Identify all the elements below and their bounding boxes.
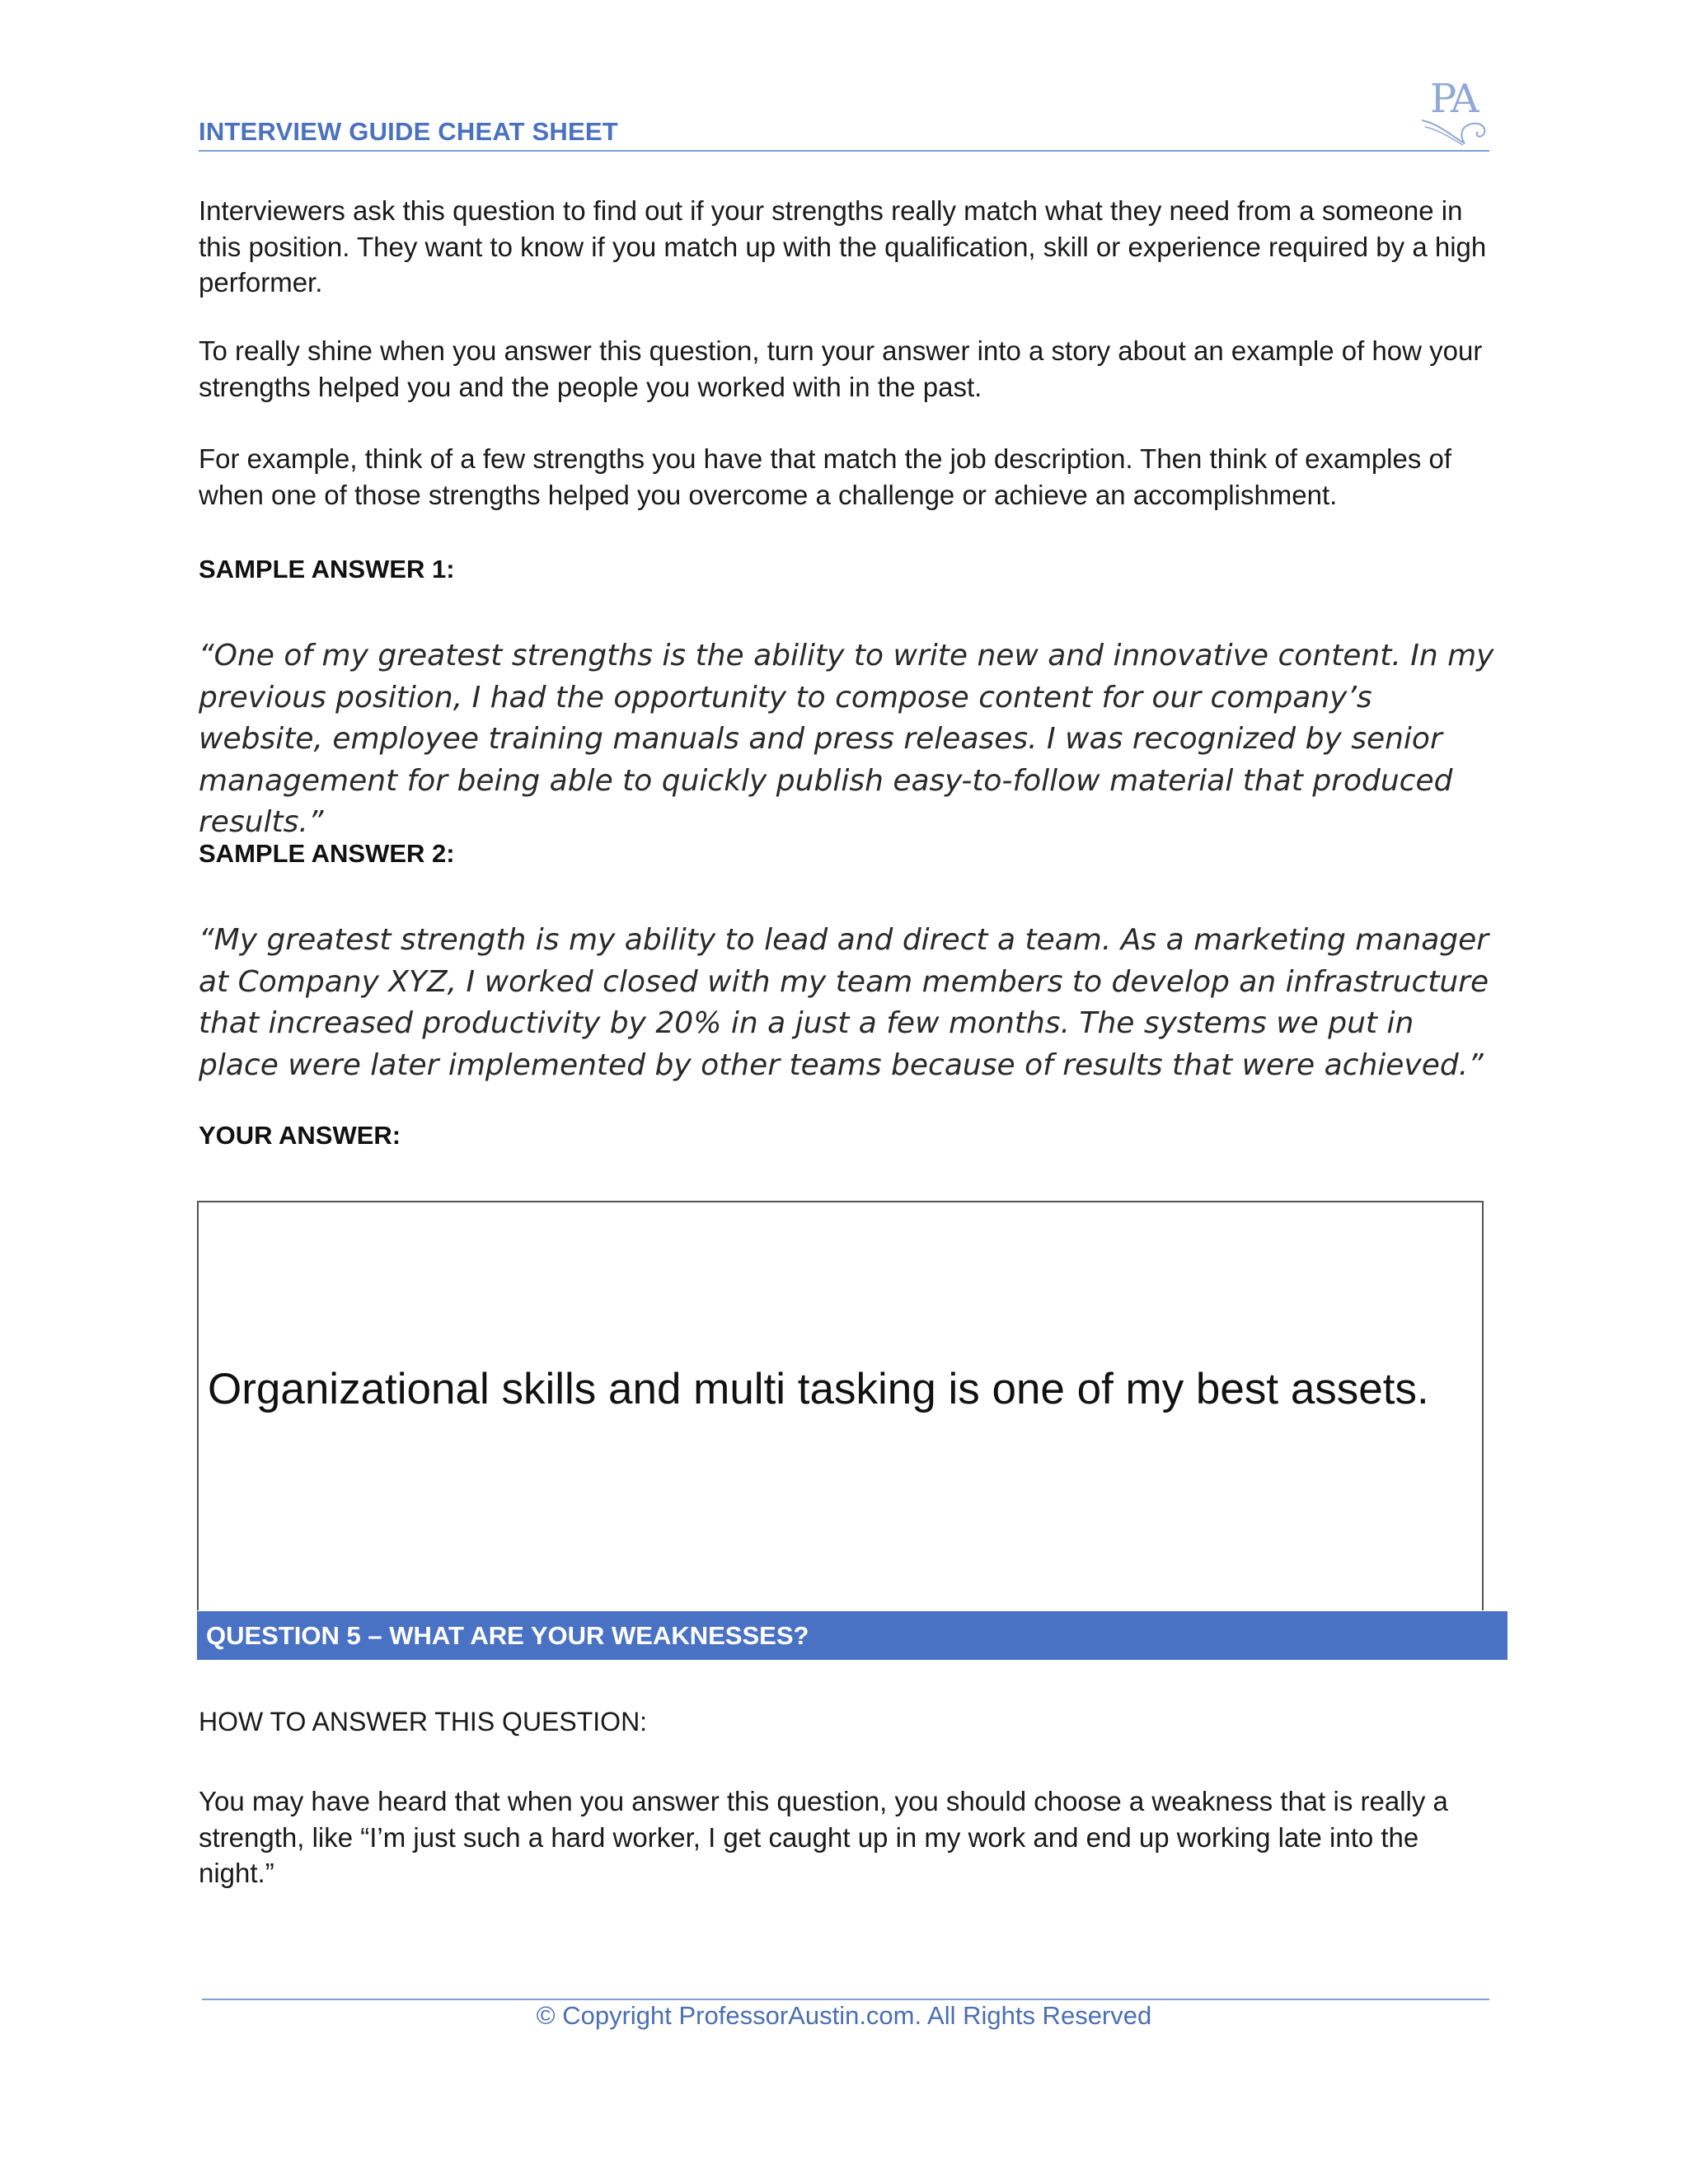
how-to-answer-label: HOW TO ANSWER THIS QUESTION: (199, 1707, 648, 1736)
sample-answer-2-label: SAMPLE ANSWER 2: (199, 839, 455, 868)
sample-answer-1-label: SAMPLE ANSWER 1: (199, 555, 455, 583)
footer-divider (202, 1999, 1489, 2000)
header-title: INTERVIEW GUIDE CHEAT SHEET (199, 117, 618, 146)
question-5-paragraph-1: You may have heard that when you answer this question, you should choose a weakness that is really a strength, like “I’m just such a hard worker, I get caught up in my work and end up working late into the night.” (199, 1786, 1448, 1888)
intro-paragraph-2: To really shine when you answer this question, turn your answer into a story about an example of how your strengths helped you and the people you worked with in the past. (199, 335, 1483, 402)
intro-paragraph-1: Interviewers ask this question to find out if your strengths really match what they need from a someone in this position. They want to know if you match up with the qualification, skill or experience required by a high performer. (199, 195, 1487, 298)
sample-answer-1-text: “One of my greatest strengths is the ability to write new and innovative content. In my previous position, I had the opportunity to compose content for our company’s website, employee training manuals and press releases. I was recognized by senior management for being able to quickly publish easy-to-follow material that produced results.” (199, 639, 1494, 839)
footer-copyright: © Copyright ProfessorAustin.com. All Rights Reserved (536, 2001, 1152, 2030)
your-answer-value[interactable]: Organizational skills and multi tasking is one of my best assets. (208, 1365, 1429, 1413)
question-5-section-header (197, 1611, 1507, 1660)
pa-monogram-logo (1414, 69, 1496, 148)
question-5-title: QUESTION 5 – WHAT ARE YOUR WEAKNESSES? (206, 1621, 809, 1650)
header-divider (199, 150, 1489, 152)
your-answer-label: YOUR ANSWER: (199, 1121, 401, 1150)
intro-paragraph-3: For example, think of a few strengths you have that match the job description. Then think of examples of when one of those strengths helped you overcome a challenge or achieve an accomplishment. (199, 443, 1452, 510)
sample-answer-2-text: “My greatest strength is my ability to lead and direct a team. As a marketing manager at Company XYZ, I worked closed with my team members to develop an infrastructure that increased productivity by 20% in a just a few months. The systems we put in place were later implemented by other teams because of results that were achieved.” (199, 923, 1489, 1082)
svg-text:PA: PA (1430, 76, 1477, 122)
